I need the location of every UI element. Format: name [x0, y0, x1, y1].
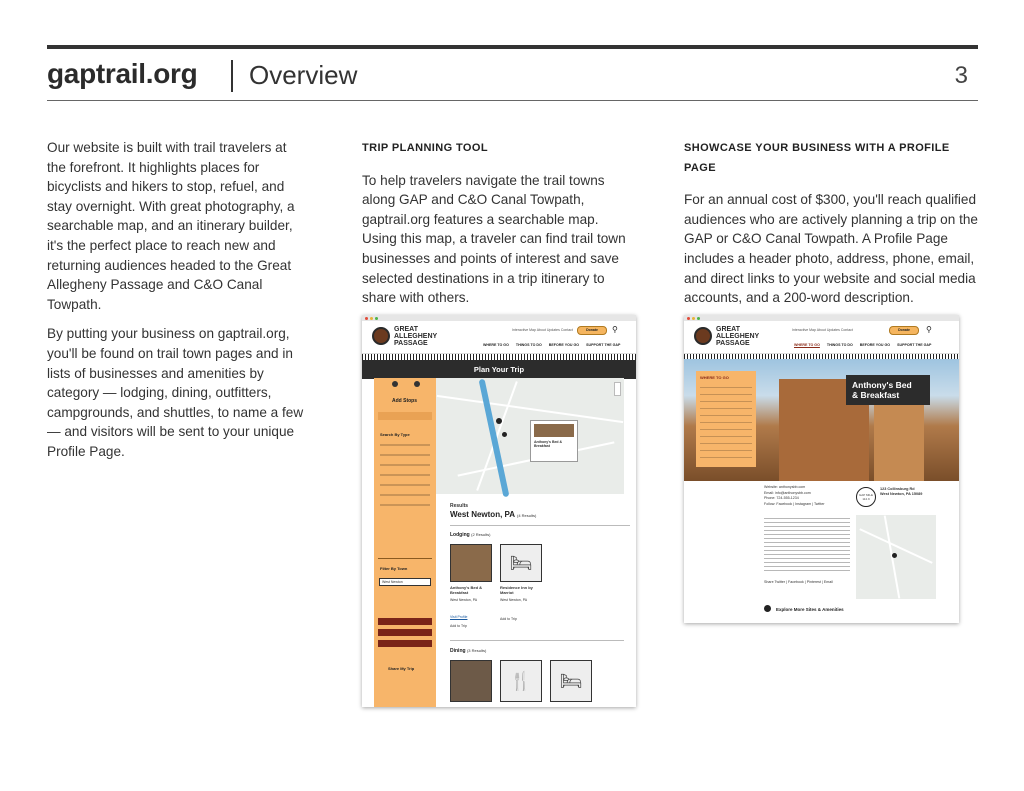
bed-icon[interactable]: 🛏: [500, 544, 542, 582]
site-nav: [788, 343, 931, 347]
popup-title: Anthony's Bed & Breakfast: [534, 440, 563, 448]
plan-trip-bar: Plan Your Trip: [362, 360, 636, 379]
nav-support[interactable]: SUPPORT THE GAP: [586, 343, 621, 347]
hero-title-box: [846, 375, 930, 405]
trip-planning-column: [362, 139, 636, 308]
search-by-name-field[interactable]: [378, 412, 432, 420]
utility-links[interactable]: Interactive Map About Updates Contact: [512, 328, 573, 332]
profile-column: [684, 139, 979, 308]
add-to-trip-1[interactable]: Add to Trip: [450, 624, 467, 628]
nav-support[interactable]: SUPPORT THE GAP: [897, 343, 932, 347]
filter-lodging[interactable]: [378, 618, 432, 625]
contact-info: [764, 485, 825, 507]
filter-dining[interactable]: [378, 629, 432, 636]
donate-button[interactable]: Donate: [577, 326, 607, 335]
nav-things-to-do[interactable]: THINGS TO DO: [515, 343, 542, 347]
header-rule-bottom: [47, 100, 978, 101]
where-to-go-menu[interactable]: [696, 371, 756, 467]
lodging-2-name[interactable]: Residence Inn by Marriot: [500, 585, 533, 595]
dining-photo-1[interactable]: [450, 660, 492, 702]
popup-photo: [534, 424, 574, 437]
address-line-2: West Newton, PA 15089: [880, 492, 923, 496]
brand-title: gaptrail.org: [47, 58, 198, 89]
visit-profile-link[interactable]: Visit Profile: [450, 615, 468, 619]
site-header: [362, 321, 636, 354]
intro-paragraph-1: Our website is built with trail travelers at the forefront. It highlights places for bicyclists and hikers to stop, refuel, and stay overnight. With great photography, a searchable map, and an itinerary builder, it's the perfect place to reach new and returning audiences headed to the Great Allegheny Passage and C&O Canal Towpath.: [47, 140, 295, 312]
utensils-icon[interactable]: 🍴: [500, 660, 542, 702]
sidebar-divider: [378, 558, 432, 559]
map-pin-icon[interactable]: [892, 553, 897, 558]
logo-text: GREAT ALLEGHENY PASSAGE: [394, 326, 438, 347]
intro-paragraph-2: By putting your business on gaptrail.org, you'll be found on trail town pages and in lists of businesses and amenities by category — lodging, dining, outfitters, campgrounds, and shuttles, to name a few — and visitors will be sent to your unique Profile Page.: [47, 326, 304, 459]
add-to-trip-2[interactable]: Add to Trip: [500, 617, 517, 621]
site-nav: [477, 343, 620, 347]
map-pin-icon[interactable]: [496, 418, 502, 424]
lodging-photo-1[interactable]: [450, 544, 492, 582]
explore-link[interactable]: Explore More Sites & Amenities: [776, 607, 844, 612]
map-popup[interactable]: [530, 420, 578, 462]
address-block: [880, 487, 922, 497]
profile-body: For an annual cost of $300, you'll reach qualified audiences who are actively planning a trip on the GAP or C&O Canal Towpath. A Profile Page includes a header photo, address, phone, email, and direct links to your website and social media accounts, and a 200-word description.: [684, 192, 978, 306]
filter-outfitters[interactable]: [378, 640, 432, 647]
results-count: (4 Results): [516, 513, 537, 518]
search-icon[interactable]: ⚲: [926, 325, 932, 334]
search-by-type-label: Search By Type: [380, 432, 410, 437]
lodging-label: Lodging: [450, 532, 470, 538]
bed-icon[interactable]: 🛏: [550, 660, 592, 702]
lodging-1-name[interactable]: Anthony's Bed & Breakfast: [450, 585, 483, 595]
search-icon[interactable]: ⚲: [612, 325, 618, 334]
map-pin-icon[interactable]: [502, 432, 507, 437]
title-separator: [231, 60, 233, 92]
donate-button[interactable]: Donate: [889, 326, 919, 335]
zoom-controls[interactable]: [614, 382, 621, 396]
nav-where-to-go[interactable]: WHERE TO GO: [794, 343, 820, 347]
hero-title-line-1: Anthony's Bed: [852, 380, 912, 390]
info-phone[interactable]: Phone: 724-555-1234: [764, 496, 799, 500]
nav-things-to-do[interactable]: THINGS TO DO: [826, 343, 853, 347]
profile-page-mockup: [684, 315, 959, 623]
arrow-circle-icon[interactable]: [764, 605, 771, 612]
my-trip-icon[interactable]: [414, 381, 420, 387]
info-follow[interactable]: Follow: Facebook | Instagram | Twitter: [764, 501, 825, 506]
info-website[interactable]: Website: anthonysbb.com: [764, 485, 806, 489]
add-stops-icon[interactable]: [392, 381, 398, 387]
dining-count: (3 Results): [466, 648, 487, 653]
town-filter-input[interactable]: West Newton: [379, 578, 431, 586]
trip-planning-heading: TRIP PLANNING TOOL: [362, 142, 488, 154]
lodging-1-address: West Newton, PA: [450, 598, 478, 602]
info-email[interactable]: Email: info@anthonysbb.com: [764, 490, 811, 495]
hero-title-line-2: & Breakfast: [852, 390, 900, 400]
results-town-name: West Newton, PA: [450, 510, 515, 519]
profile-heading: SHOWCASE YOUR BUSINESS WITH A PROFILE PAGE: [684, 142, 950, 174]
menu-items[interactable]: [700, 386, 752, 464]
results-label: Results: [450, 503, 469, 509]
where-to-go-heading: WHERE TO GO: [700, 375, 729, 380]
results-panel: [450, 503, 630, 538]
house-wing: [874, 399, 924, 481]
location-map[interactable]: [856, 515, 936, 599]
filter-by-town-label: Filter By Town: [380, 566, 408, 571]
nav-where-to-go[interactable]: WHERE TO GO: [483, 343, 509, 347]
milepost-badge: GAP MILE 112.9: [856, 487, 876, 507]
trip-planning-body: To help travelers navigate the trail towns along GAP and C&O Canal Towpath, gaptrail.org features a searchable map. Using this map, a traveler can find trail town businesses and points of interest and save selected destinations in a trip itinerary to share with others.: [362, 172, 626, 306]
header-rule-top: [47, 45, 978, 49]
nav-before-you-go[interactable]: BEFORE YOU GO: [859, 343, 891, 347]
trail-map[interactable]: [436, 378, 624, 494]
site-header: [684, 321, 959, 354]
gap-logo-icon: [372, 327, 390, 345]
add-stops-label: Add Stops: [392, 398, 417, 404]
dining-label: Dining: [450, 648, 466, 654]
results-town: [450, 510, 630, 519]
page-number: 3: [954, 62, 968, 89]
gap-logo-icon: [694, 327, 712, 345]
category-icons-grid[interactable]: [380, 442, 430, 514]
hero-photo: [684, 359, 959, 481]
lodging-count: (2 Results): [471, 532, 491, 537]
intro-column: [47, 138, 309, 472]
address-line-1: 123 Collinsburg Rd: [880, 487, 915, 491]
share-trip-label[interactable]: Share My Trip: [388, 666, 415, 671]
logo-text: GREAT ALLEGHENY PASSAGE: [716, 326, 760, 347]
trip-planner-mockup: [362, 315, 636, 707]
lodging-2-address: West Newton, PA: [500, 598, 528, 602]
nav-before-you-go[interactable]: BEFORE YOU GO: [548, 343, 580, 347]
lodging-heading: [450, 532, 630, 538]
utility-links[interactable]: Interactive Map About Updates Contact: [792, 328, 853, 332]
dining-heading: [450, 648, 486, 654]
description-text: [764, 515, 850, 571]
section-title: Overview: [249, 60, 358, 90]
planner-sidebar: [374, 378, 436, 707]
share-links[interactable]: Share Twitter | Facebook | Pinterest | Email: [764, 580, 833, 584]
